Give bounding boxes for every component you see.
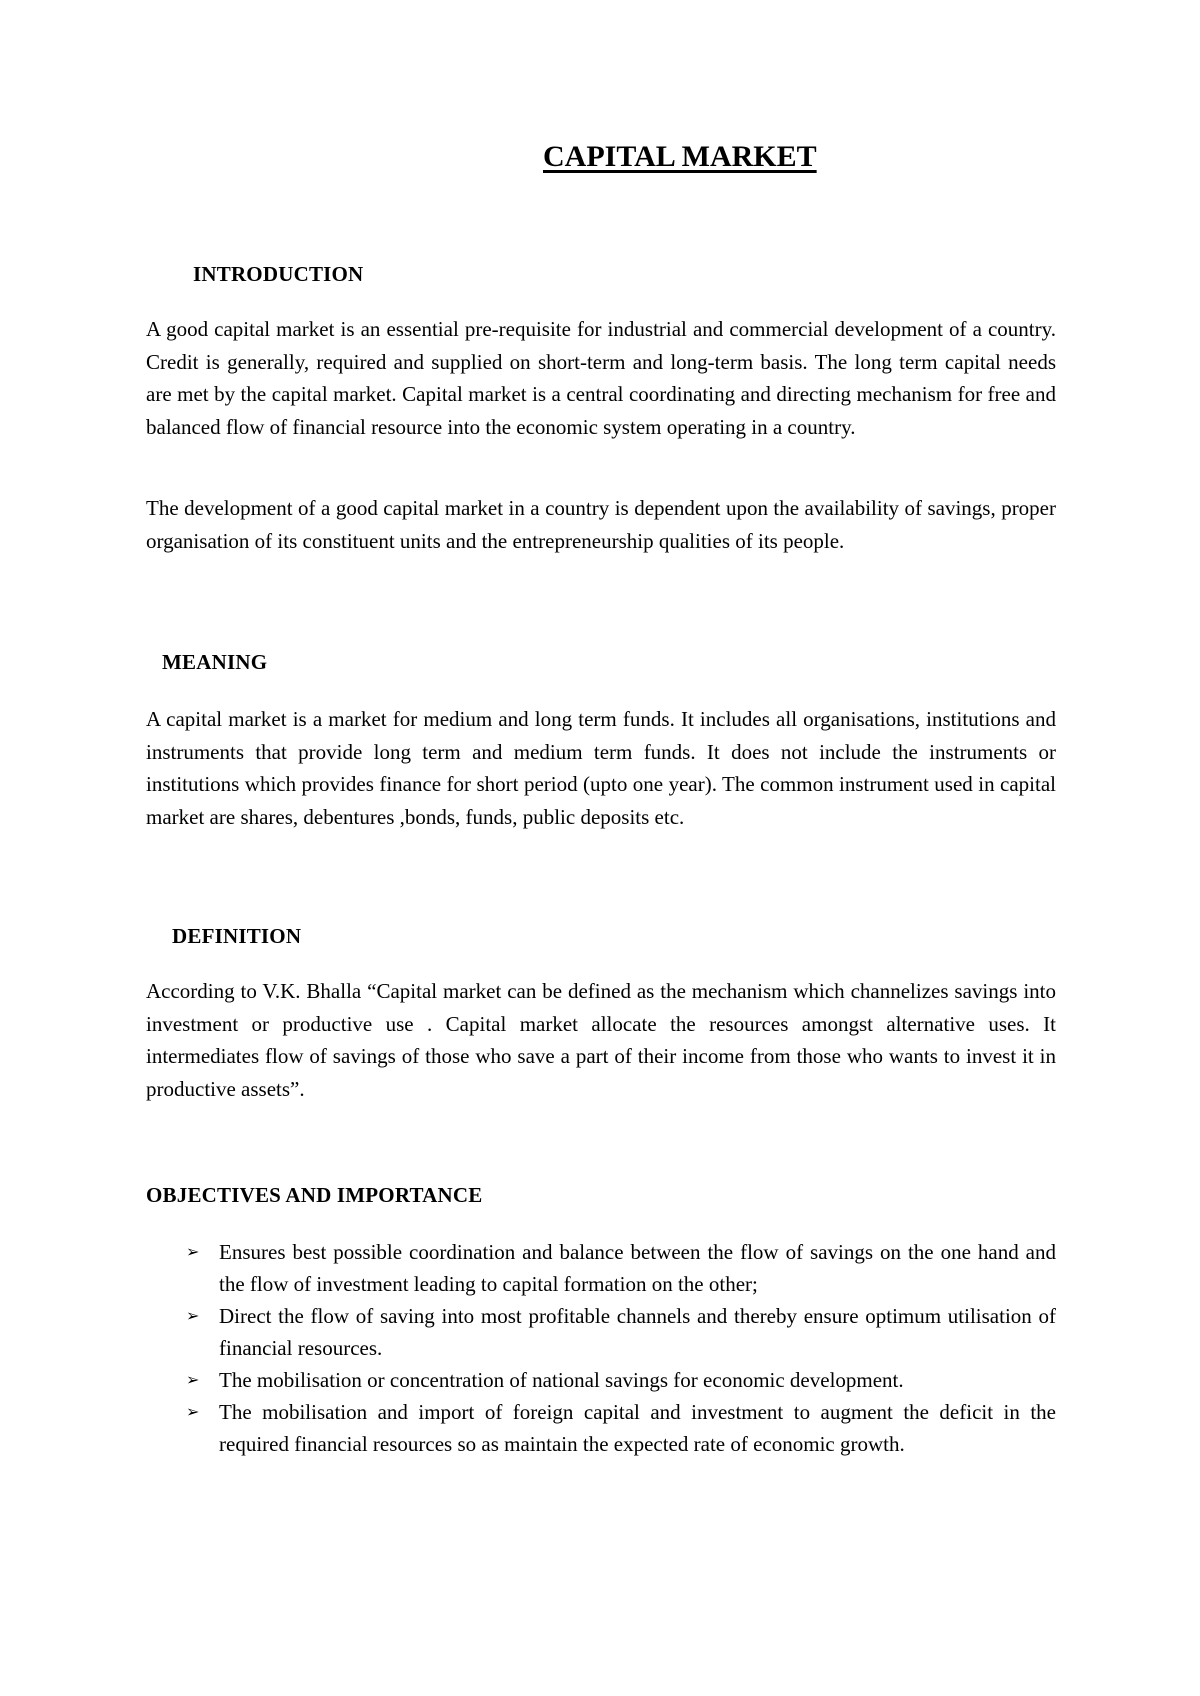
objectives-list-item <box>146 1236 1056 1300</box>
arrow-bullet-icon: ➢ <box>186 1370 200 1389</box>
objectives-list <box>146 1236 1056 1460</box>
page-title: CAPITAL MARKET <box>543 140 817 173</box>
definition-paragraph: According to V.K. Bhalla “Capital market can be defined as the mechanism which channelizes savings into investment or productive use . Capital market allocate the resources amongst alternative uses. It intermediates flow of savings of those who save a part of their income from those who wants to invest it in productive assets”. <box>146 979 1056 1101</box>
objectives-item-text: The mobilisation or concentration of national savings for economic development. <box>219 1368 904 1392</box>
arrow-bullet-icon: ➢ <box>186 1402 200 1421</box>
meaning-paragraph: A capital market is a market for medium and long term funds. It includes all organisations, institutions and instruments that provide long term and medium term funds. It does not include the instruments or institutions which provides finance for short period (upto one year). The common instrument used in capital market are shares, debentures ,bonds, funds, public deposits etc. <box>146 707 1056 829</box>
objectives-item-text: The mobilisation and import of foreign capital and investment to augment the deficit in the required financial resources so as maintain the expected rate of economic growth. <box>219 1400 1056 1456</box>
introduction-paragraph-2: The development of a good capital market in a country is dependent upon the availability of savings, proper organisation of its constituent units and the entrepreneurship qualities of its people. <box>146 496 1056 553</box>
introduction-paragraph-1: A good capital market is an essential pre-requisite for industrial and commercial development of a country. Credit is generally, required and supplied on short-term and long-term basis. The long term capital needs are met by the capital market. Capital market is a central coordinating and directing mechanism for free and balanced flow of financial resource into the economic system operating in a country. <box>146 317 1056 439</box>
arrow-bullet-icon: ➢ <box>186 1242 200 1261</box>
definition-heading: DEFINITION <box>172 924 302 948</box>
arrow-bullet-icon: ➢ <box>186 1306 200 1325</box>
objectives-item-text: Direct the flow of saving into most profitable channels and thereby ensure optimum utilisation of financial resources. <box>219 1304 1056 1360</box>
objectives-heading: OBJECTIVES AND IMPORTANCE <box>146 1183 483 1207</box>
objectives-list-item <box>146 1300 1056 1364</box>
objectives-item-text: Ensures best possible coordination and balance between the flow of savings on the one hand and the flow of investment leading to capital formation on the other; <box>219 1240 1056 1296</box>
objectives-list-item <box>146 1396 1056 1460</box>
meaning-heading: MEANING <box>162 650 268 674</box>
objectives-list-item <box>146 1364 1056 1396</box>
introduction-heading: INTRODUCTION <box>193 262 364 286</box>
